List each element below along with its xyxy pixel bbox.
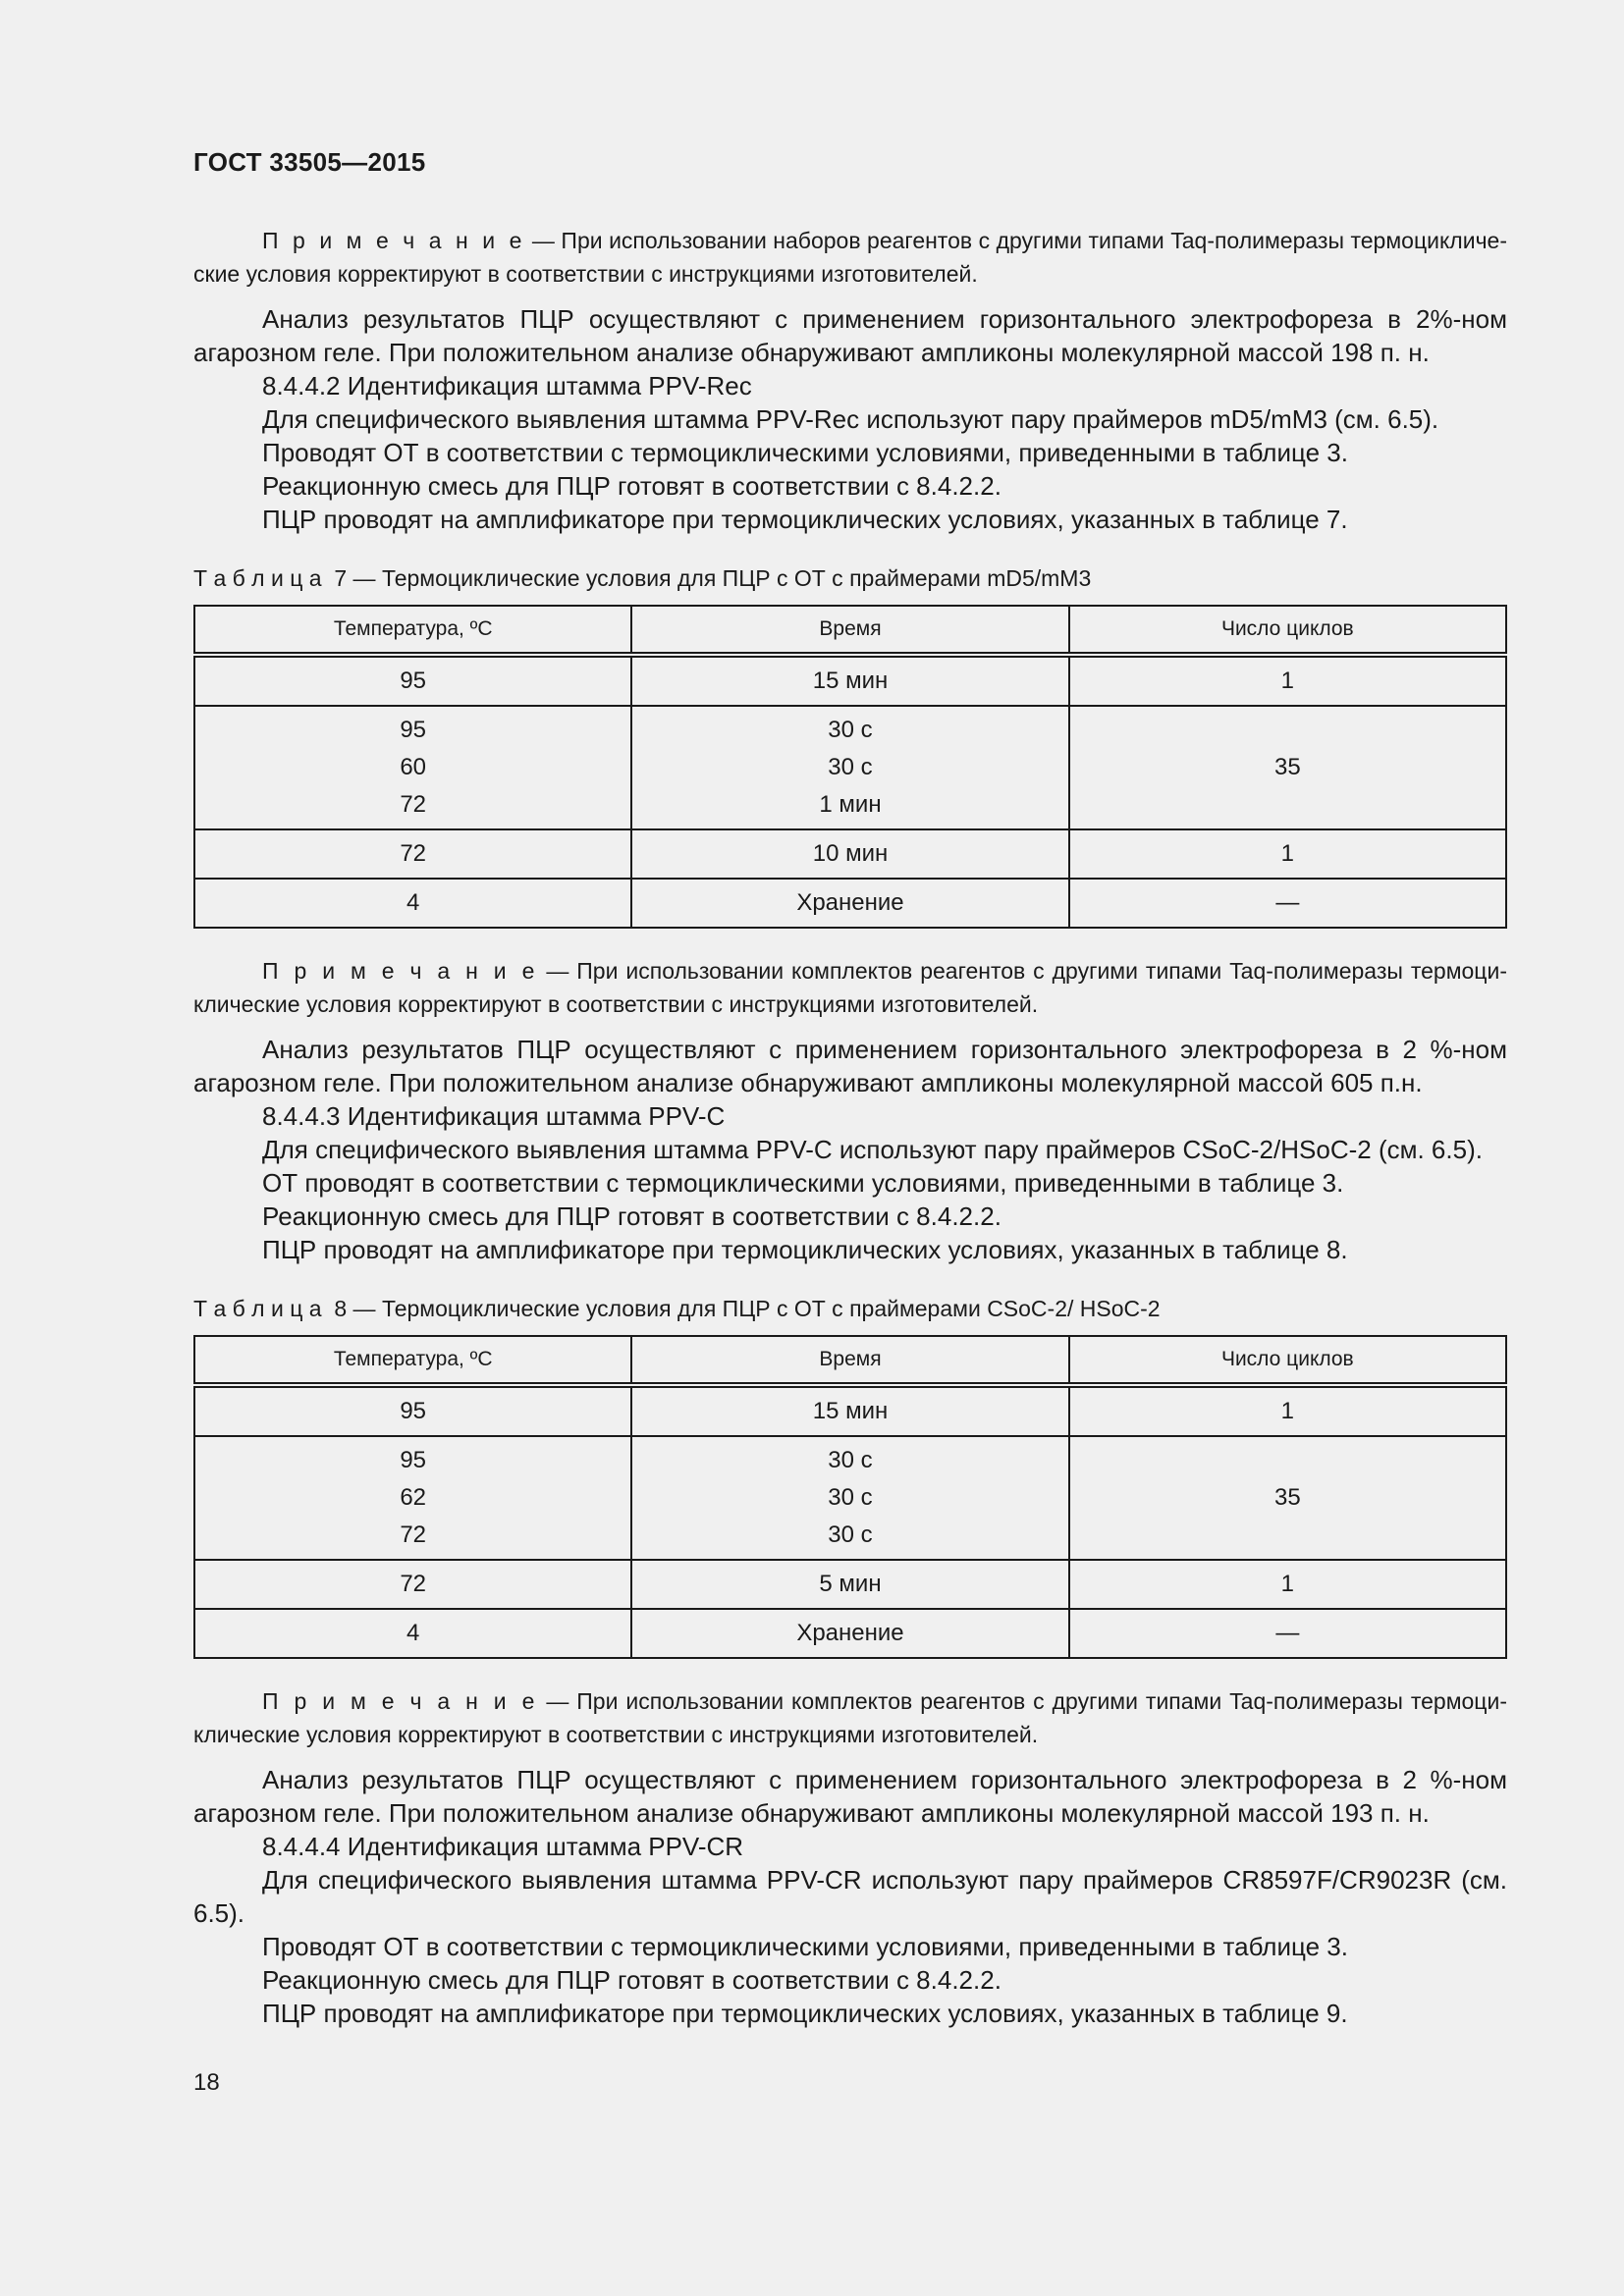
table-7-caption	[193, 561, 1507, 595]
cell-line: 30 с	[828, 754, 873, 780]
cell-time: Хранение	[631, 879, 1068, 928]
paragraph: ПЦР проводят на амплификаторе при термоциклических условиях, указанных в таблице 8.	[262, 1235, 1348, 1264]
table-header-row	[194, 1336, 1506, 1385]
table-7	[193, 605, 1507, 929]
header-temperature: Температура, ºС	[194, 606, 631, 655]
cell-line: 30 с	[828, 717, 873, 743]
section-heading-8-4-4-2: 8.4.4.2 Идентификация штамма PPV-Rec	[262, 371, 752, 400]
paragraph: Анализ результатов ПЦР осуществляют с применением горизонтального электрофореза в 2 %-ном агарозном геле. При положительном анализе обнаруживают ампликоны молекулярной массой 193 п. н.	[193, 1765, 1507, 1828]
cell-cycles: 35	[1069, 1436, 1506, 1560]
paragraph: Анализ результатов ПЦР осуществляют с применением горизонтального электрофореза в 2 %-ном агарозном геле. При положительном анализе обнаруживают ампликоны молекулярной массой 605 п.н.	[193, 1035, 1507, 1097]
paragraph: Для специфического выявления штамма PPV-Rec используют пару праймеров mD5/mM3 (см. 6.5).	[262, 404, 1439, 434]
table-row	[194, 1560, 1506, 1609]
header-time: Время	[631, 1336, 1068, 1385]
table-row	[194, 879, 1506, 928]
note-2	[193, 954, 1507, 1021]
document-header: ГОСТ 33505—2015	[193, 147, 426, 177]
cell-cycles: 1	[1069, 655, 1506, 706]
paragraph: Анализ результатов ПЦР осуществляют с применением горизонтального электрофореза в 2%-ном агарозном геле. При положительном анализе обнаруживают ампликоны молекулярной массой 198 п. н.	[193, 304, 1507, 367]
section-heading-8-4-4-4: 8.4.4.4 Идентификация штамма PPV-CR	[262, 1832, 744, 1861]
paragraph: ПЦР проводят на амплификаторе при термоциклических условиях, указанных в таблице 7.	[262, 505, 1348, 534]
caption-label: Т а б л и ц а 7	[193, 565, 348, 591]
note-label: П р и м е ч а н и е	[262, 1688, 539, 1714]
cell-line: 95	[400, 1447, 427, 1473]
page-content	[193, 224, 1507, 2030]
paragraph: Реакционную смесь для ПЦР готовят в соответствии с 8.4.2.2.	[262, 1201, 1001, 1231]
cell-temperature: 95	[194, 1385, 631, 1436]
table-row	[194, 829, 1506, 879]
paragraph: Для специфического выявления штамма PPV-CR используют пару праймеров CR8597F/CR9023R (см. 6.5).	[193, 1865, 1507, 1928]
cell-line: 60	[400, 754, 427, 780]
note-label: П р и м е ч а н и е	[262, 228, 526, 253]
note-text: — При использовании комплектов реагентов с другими типами Taq-полимеразы термоци-клические условия корректируют в соответствии с инструкциями изготовителей.	[193, 1688, 1507, 1747]
table-row	[194, 1436, 1506, 1560]
paragraph: Для специфического выявления штамма PPV-C используют пару праймеров CSoC-2/HSoC-2 (см. 6.5).	[262, 1135, 1483, 1164]
cell-temperature: 4	[194, 1609, 631, 1658]
header-cycles: Число циклов	[1069, 1336, 1506, 1385]
cell-line: 62	[400, 1484, 427, 1511]
cell-time: 15 мин	[631, 655, 1068, 706]
note-3	[193, 1684, 1507, 1751]
header-temperature: Температура, ºС	[194, 1336, 631, 1385]
cell-temperature	[194, 1436, 631, 1560]
cell-temperature: 95	[194, 655, 631, 706]
header-cycles: Число циклов	[1069, 606, 1506, 655]
table-row	[194, 1609, 1506, 1658]
table-8	[193, 1335, 1507, 1659]
paragraph: Реакционную смесь для ПЦР готовят в соответствии с 8.4.2.2.	[262, 471, 1001, 501]
cell-time	[631, 706, 1068, 829]
cell-line: 72	[400, 1522, 427, 1548]
note-1	[193, 224, 1507, 291]
paragraph: Проводят ОТ в соответствии с термоциклическими условиями, приведенными в таблице 3.	[262, 1932, 1348, 1961]
caption-text: — Термоциклические условия для ПЦР с ОТ с праймерами mD5/mM3	[347, 565, 1092, 591]
cell-line: 72	[400, 791, 427, 818]
cell-time: 10 мин	[631, 829, 1068, 879]
cell-cycles: 1	[1069, 1385, 1506, 1436]
cell-line: 95	[400, 717, 427, 743]
note-text: — При использовании наборов реагентов с другими типами Taq-полимеразы термоцикличе-ские условия корректируют в соответствии с инструкциями изготовителей.	[193, 228, 1507, 287]
cell-line: 30 с	[828, 1484, 873, 1511]
cell-cycles: 35	[1069, 706, 1506, 829]
cell-temperature	[194, 706, 631, 829]
cell-time	[631, 1436, 1068, 1560]
header-time: Время	[631, 606, 1068, 655]
table-header-row	[194, 606, 1506, 655]
cell-cycles: —	[1069, 1609, 1506, 1658]
note-text: — При использовании комплектов реагентов с другими типами Taq-полимеразы термоци-клические условия корректируют в соответствии с инструкциями изготовителей.	[193, 958, 1507, 1017]
cell-time: Хранение	[631, 1609, 1068, 1658]
cell-cycles: —	[1069, 879, 1506, 928]
paragraph: ПЦР проводят на амплификаторе при термоциклических условиях, указанных в таблице 9.	[262, 1999, 1348, 2028]
paragraph: ОТ проводят в соответствии с термоциклическими условиями, приведенными в таблице 3.	[262, 1168, 1344, 1198]
table-row	[194, 655, 1506, 706]
cell-cycles: 1	[1069, 1560, 1506, 1609]
cell-line: 30 с	[828, 1447, 873, 1473]
table-8-caption	[193, 1292, 1507, 1325]
note-label: П р и м е ч а н и е	[262, 958, 539, 984]
table-row	[194, 1385, 1506, 1436]
section-heading-8-4-4-3: 8.4.4.3 Идентификация штамма PPV-C	[262, 1101, 726, 1131]
caption-text: — Термоциклические условия для ПЦР с ОТ с праймерами CSoC-2/ HSoC-2	[347, 1296, 1161, 1321]
cell-line: 30 с	[828, 1522, 873, 1548]
cell-temperature: 4	[194, 879, 631, 928]
table-row	[194, 706, 1506, 829]
cell-time: 15 мин	[631, 1385, 1068, 1436]
page-number: 18	[193, 2069, 220, 2096]
cell-temperature: 72	[194, 1560, 631, 1609]
cell-cycles: 1	[1069, 829, 1506, 879]
paragraph: Реакционную смесь для ПЦР готовят в соответствии с 8.4.2.2.	[262, 1965, 1001, 1995]
cell-time: 5 мин	[631, 1560, 1068, 1609]
caption-label: Т а б л и ц а 8	[193, 1296, 348, 1321]
cell-line: 1 мин	[819, 791, 882, 818]
paragraph: Проводят ОТ в соответствии с термоциклическими условиями, приведенными в таблице 3.	[262, 438, 1348, 467]
cell-temperature: 72	[194, 829, 631, 879]
